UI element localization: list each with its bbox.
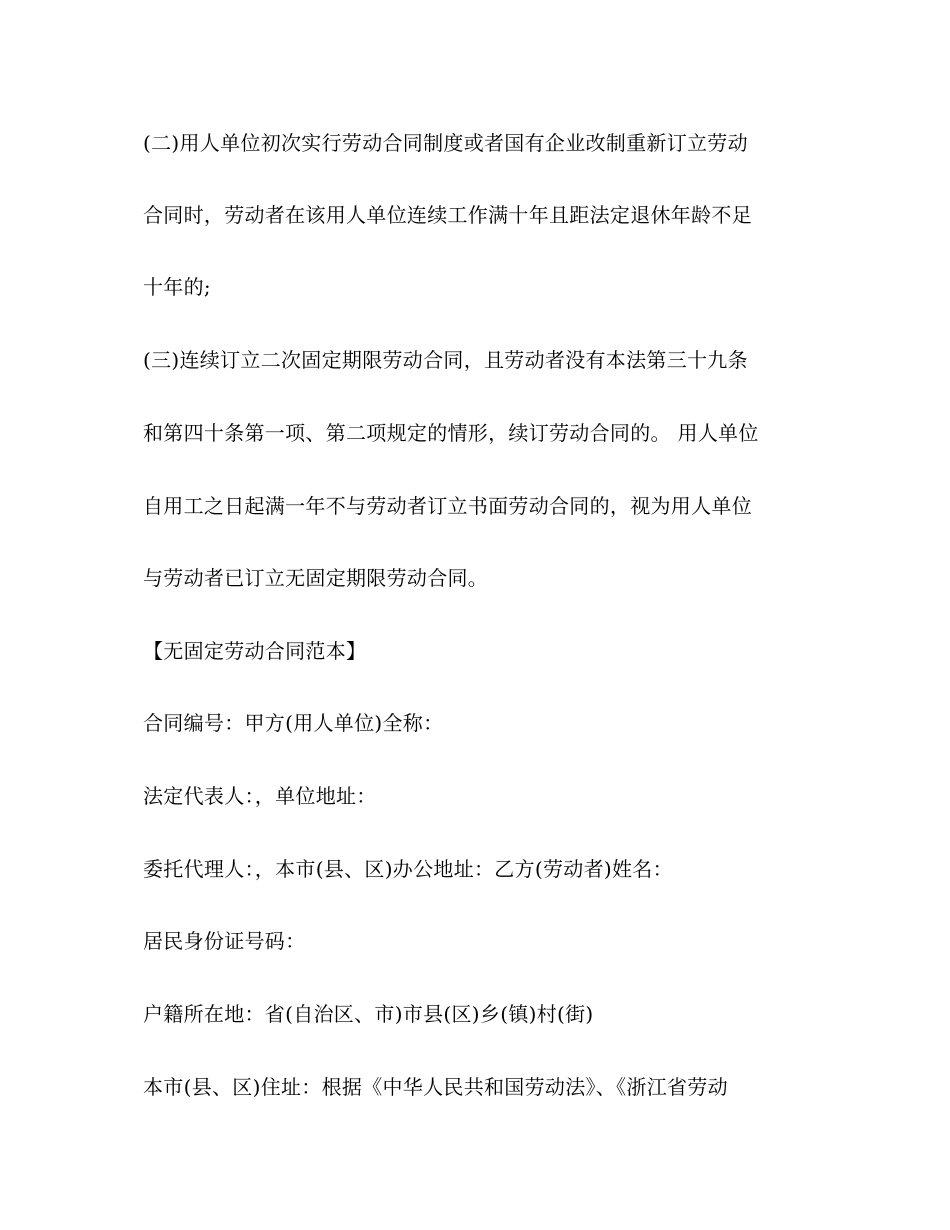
form-line-household-registration: 户籍所在地：省(自治区、市)市县(区)乡(镇)村(街) <box>143 1002 594 1026</box>
paragraph-line: 十年的; <box>143 275 211 299</box>
paragraph-line: (二)用人单位初次实行劳动合同制度或者国有企业改制重新订立劳动 <box>143 131 748 155</box>
form-line-contract-number: 合同编号：甲方(用人单位)全称： <box>143 711 444 735</box>
paragraph-line: 和第四十条第一项、第二项规定的情形，续订劳动合同的。 用人单位 <box>143 421 759 445</box>
section-heading: 【无固定劳动合同范本】 <box>143 639 367 663</box>
paragraph-line: 合同时，劳动者在该用人单位连续工作满十年且距法定退休年龄不足 <box>143 203 752 227</box>
paragraph-line: 与劳动者已订立无固定期限劳动合同。 <box>143 566 489 590</box>
form-line-address: 本市(县、区)住址：根据《中华人民共和国劳动法》、《浙江省劳动 <box>143 1075 728 1099</box>
form-line-legal-representative: 法定代表人：，单位地址： <box>143 784 377 808</box>
form-line-agent: 委托代理人：，本市(县、区)办公地址：乙方(劳动者)姓名： <box>143 857 673 881</box>
form-line-id-number: 居民身份证号码： <box>143 929 306 953</box>
paragraph-line: 自用工之日起满一年不与劳动者订立书面劳动合同的，视为用人单位 <box>143 494 752 518</box>
paragraph-line: (三)连续订立二次固定期限劳动合同，且劳动者没有本法第三十九条 <box>143 348 748 372</box>
